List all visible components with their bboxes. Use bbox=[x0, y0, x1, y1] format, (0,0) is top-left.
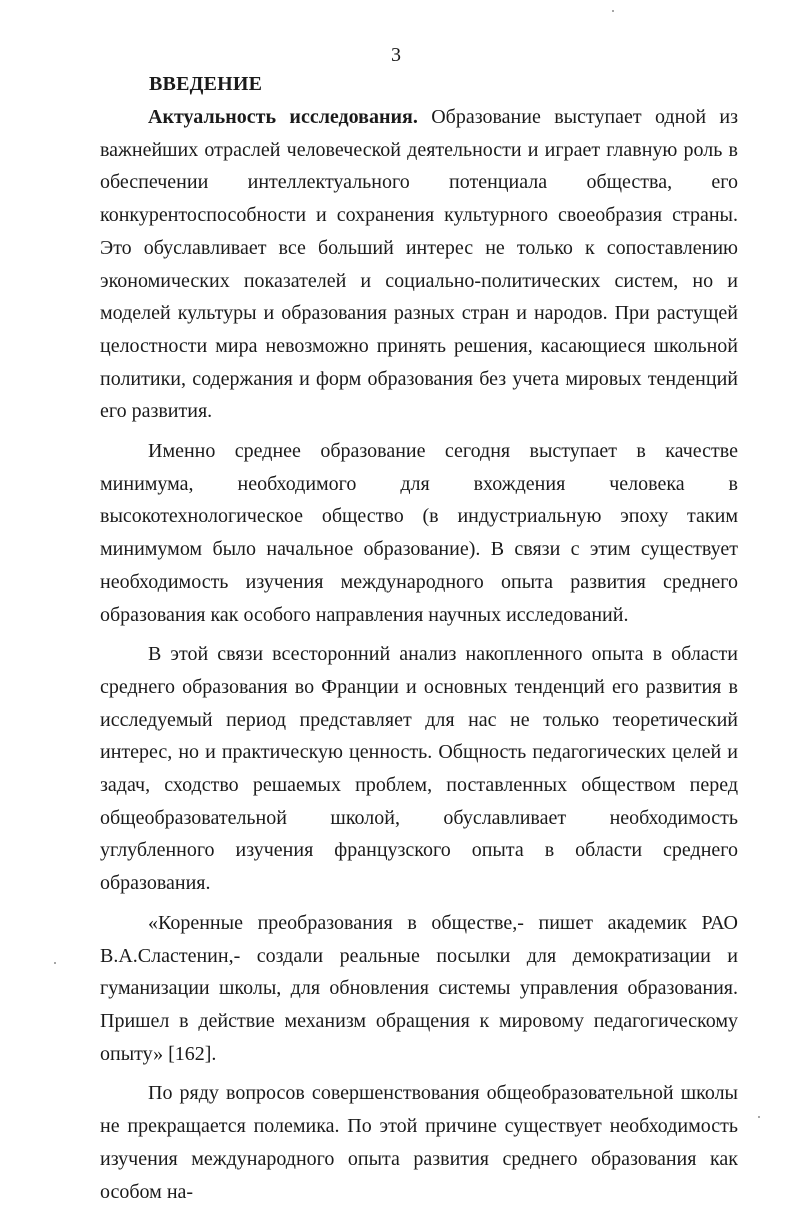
page-number: 3 bbox=[391, 44, 401, 66]
paragraph-lead-in: Актуальность исследования. bbox=[148, 106, 418, 128]
paragraph-secondary-education: Именно среднее образование сегодня выступает в качестве минимума, необходимого для вхождения человека в высокотехнологическое общество (в индустриальную эпоху таким минимумом было начальное образование). В связи с этим существует необходимость изучения международного опыта развития среднего образования как особого направления научных исследований. bbox=[100, 440, 738, 626]
paragraph-polemic: По ряду вопросов совершенствования общеобразовательной школы не прекращается полемика. По этой причине существует необходимость изучения международного опыта развития среднего образования как особом на- bbox=[100, 1082, 738, 1203]
paragraph-french-experience: В этой связи всесторонний анализ накопленного опыта в области среднего образования во Франции и основных тенденций его развития в исследуемый период представляет для нас не только теоретический интерес, но и практическую ценность. Общность педагогических целей и задач, сходство решаемых проблем, поставленных обществом перед общеобразовательной школой, обуславливает необходимость углубленного изучения французского опыта в области среднего образования. bbox=[100, 643, 738, 895]
scan-speck bbox=[758, 1116, 760, 1118]
scan-speck bbox=[612, 10, 614, 12]
paragraph-slastenin-quote: «Коренные преобразования в обществе,- пишет академик РАО В.А.Сластенин,- создали реальные посылки для демократизации и гуманизации школы, для обновления системы управления образования. Пришел в действие механизм обращения к мировому педагогическому опыту» [162]. bbox=[100, 911, 738, 1065]
body-text bbox=[100, 101, 738, 1215]
section-heading: ВВЕДЕНИЕ bbox=[149, 73, 263, 95]
paragraph-text: Образование выступает одной из важнейших отраслей человеческой деятельности и играет главную роль в обеспечении интеллектуального потенциала общества, его конкурентоспособности и сохранения культурного своеобразия страны. Это обуславливает все больший интерес не только к сопоставлению экономических показателей и социально-политических систем, но и моделей культуры и образования разных стран и народов. При растущей целостности мира невозможно принять решения, касающиеся школьной политики, содержания и форм образования без учета мировых тенденций его развития. bbox=[100, 106, 739, 423]
scan-speck bbox=[54, 962, 56, 964]
paragraph-relevance bbox=[100, 101, 738, 428]
